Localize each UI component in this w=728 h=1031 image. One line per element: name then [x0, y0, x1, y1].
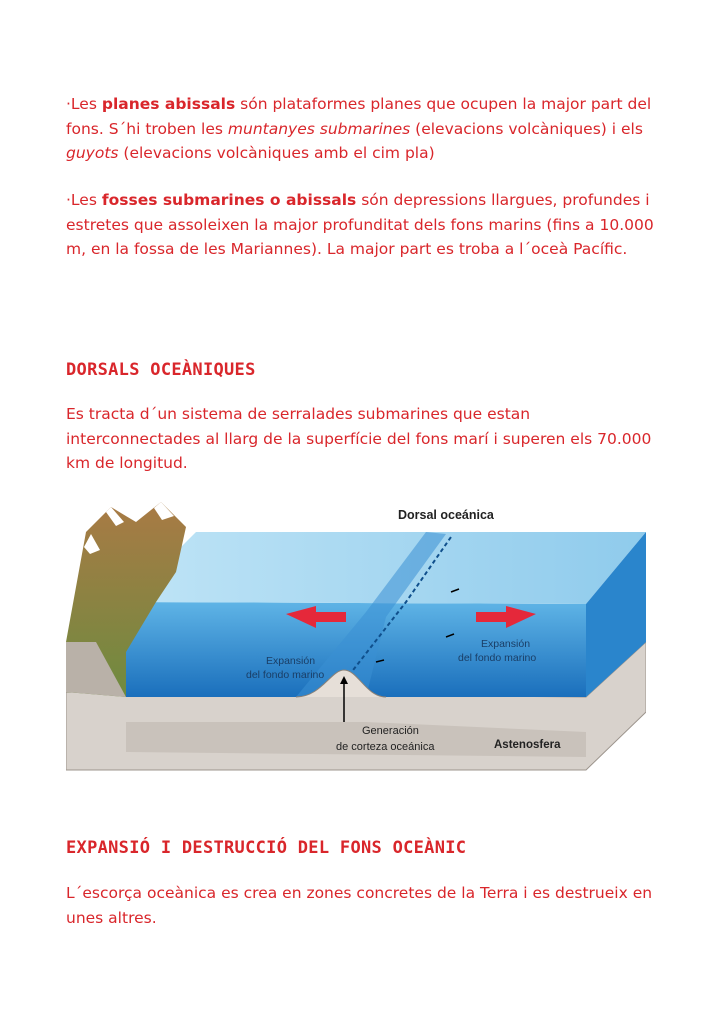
paragraph-text: (elevacions volcàniques amb el cim pla): [118, 144, 435, 162]
ocean-ridge-diagram: [66, 492, 646, 782]
term-guyots: guyots: [66, 144, 119, 162]
term-abyssal-plains: planes abissals: [101, 95, 236, 113]
label-expansion-left-2: del fondo marino: [246, 669, 325, 681]
section-heading-expansion: EXPANSIÓ I DESTRUCCIÓ DEL FONS OCEÀNIC: [66, 838, 467, 858]
paragraph-text: són plataformes planes que ocupen la major part del fons. S´hi troben les: [66, 95, 652, 138]
term-seamounts: muntanyes submarines: [227, 119, 411, 138]
label-asthenosphere: Astenosfera: [494, 739, 561, 751]
label-generation-1: Generación: [362, 725, 419, 737]
label-expansion-right-2: del fondo marino: [458, 652, 537, 664]
label-expansion-right-1: Expansión: [481, 638, 531, 650]
paragraph-trenches: [66, 188, 666, 262]
paragraph-text: (elevacions volcàniques) i els: [410, 119, 643, 138]
section-body-ridges: Es tracta d´un sistema de serralades submarines que estan interconnectades al llarg de la superfície del fons marí i superen els 70.000 km de longitud.: [66, 405, 652, 472]
paragraph-text: són depressions llargues, profundes i estretes que assoleixen la major profunditat dels fons marins (fins a 10.000 m, en la fossa de les Mariannes). La major part es troba a l´oceà Pacífic.: [66, 191, 654, 258]
section-heading-ridges: DORSALS OCEÀNIQUES: [66, 360, 256, 380]
paragraph-abyssal-plains: [66, 92, 666, 166]
ocean-ridge-illustration: [66, 492, 646, 782]
label-expansion-left-1: Expansión: [266, 655, 316, 667]
diagram-title: Dorsal oceánica: [398, 508, 494, 522]
paragraph-prefix: ·Les: [66, 191, 102, 209]
section-body-expansion: L´escorça oceànica es crea en zones concretes de la Terra i es destrueix en unes altres.: [66, 884, 653, 927]
term-trenches: fosses submarines o abissals: [101, 191, 357, 209]
label-generation-2: de corteza oceánica: [336, 741, 435, 753]
paragraph-prefix: ·Les: [66, 95, 102, 113]
